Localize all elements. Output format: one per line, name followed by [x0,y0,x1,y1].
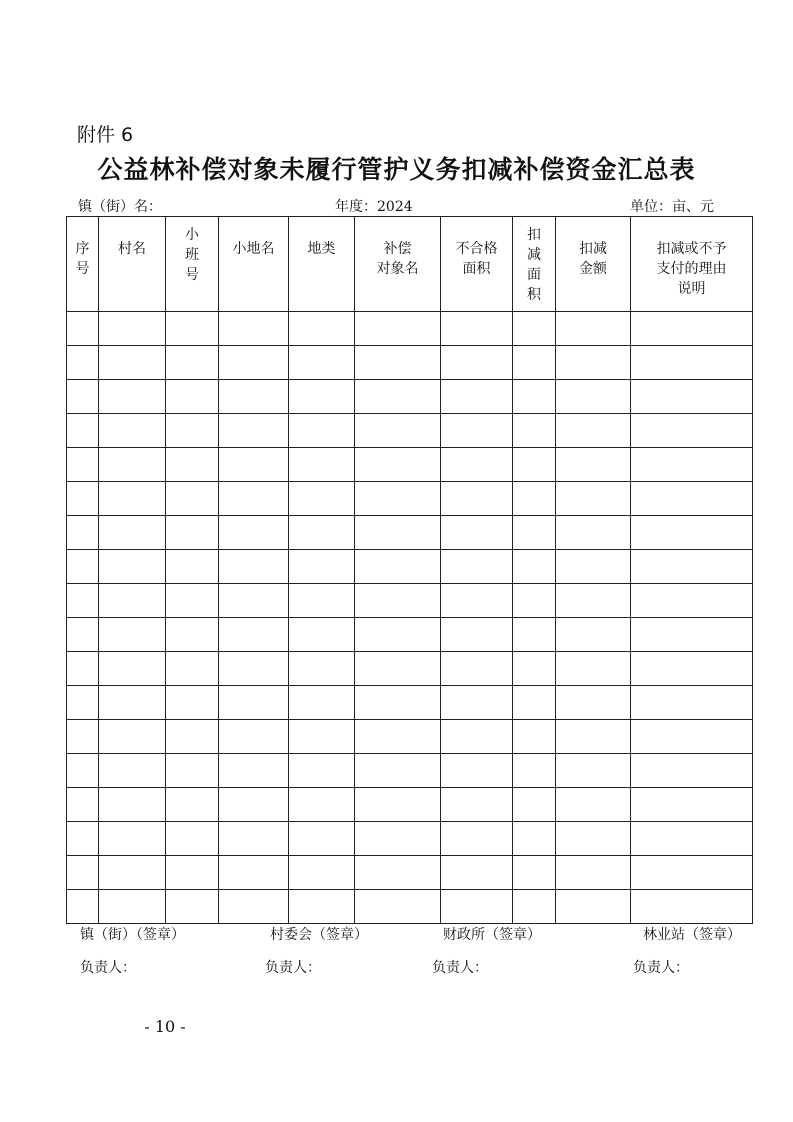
table-cell [219,618,289,652]
table-row [67,516,753,550]
table-cell [441,482,513,516]
table-cell [355,754,441,788]
table-cell [99,448,166,482]
col-header-subcompartment: 小 班 号 [166,217,219,312]
table-cell [219,754,289,788]
table-cell [166,618,219,652]
table-cell [67,312,99,346]
table-cell [289,380,355,414]
table-row [67,550,753,584]
table-cell [631,754,753,788]
table-cell [219,788,289,822]
table-cell [67,516,99,550]
table-cell [556,482,631,516]
table-cell [289,312,355,346]
table-cell [556,516,631,550]
table-cell [289,482,355,516]
table-row [67,856,753,890]
table-cell [631,312,753,346]
table-cell [513,516,556,550]
signature-finance-office: 财政所（签章） [443,927,541,943]
table-cell [631,822,753,856]
table-cell [355,482,441,516]
table-cell [355,584,441,618]
document-title: 公益林补偿对象未履行管护义务扣减补偿资金汇总表 [97,155,696,184]
table-cell [556,686,631,720]
table-cell [355,346,441,380]
table-cell [631,550,753,584]
table-cell [99,788,166,822]
table-cell [99,890,166,924]
table-cell [441,890,513,924]
table-cell [513,448,556,482]
table-cell [99,856,166,890]
table-cell [631,346,753,380]
table-cell [355,550,441,584]
table-cell [166,754,219,788]
table-cell [556,380,631,414]
table-cell [289,686,355,720]
table-row [67,584,753,618]
table-cell [513,890,556,924]
col-header-village: 村名 [99,217,166,312]
table-cell [355,448,441,482]
table-cell [441,550,513,584]
table-row [67,482,753,516]
table-cell [219,686,289,720]
table-cell [556,618,631,652]
table-cell [289,550,355,584]
col-header-reason: 扣减或不予 支付的理由 说明 [631,217,753,312]
table-cell [631,686,753,720]
col-header-seq: 序 号 [67,217,99,312]
table-cell [556,414,631,448]
responsible-person-town: 负责人： [80,960,136,976]
table-cell [289,720,355,754]
table-cell [67,754,99,788]
table-cell [166,890,219,924]
table-cell [99,754,166,788]
table-cell [513,346,556,380]
table-cell [355,788,441,822]
table-cell [355,822,441,856]
table-cell [513,686,556,720]
attachment-label: 附件 6 [77,124,134,146]
table-cell [513,584,556,618]
table-cell [219,720,289,754]
table-cell [219,822,289,856]
table-cell [441,618,513,652]
table-cell [513,720,556,754]
table-cell [355,414,441,448]
table-cell [67,720,99,754]
table-cell [556,448,631,482]
table-cell [219,448,289,482]
table-cell [441,584,513,618]
table-cell [67,482,99,516]
table-cell [219,346,289,380]
table-cell [289,414,355,448]
table-cell [289,652,355,686]
table-cell [219,550,289,584]
table-row [67,312,753,346]
table-row [67,686,753,720]
table-cell [166,346,219,380]
table-cell [513,312,556,346]
table-cell [556,312,631,346]
table-cell [166,788,219,822]
table-cell [556,754,631,788]
table-row [67,652,753,686]
col-header-deducted-amount: 扣减 金额 [556,217,631,312]
table-cell [219,516,289,550]
table-cell [166,686,219,720]
table-row [67,754,753,788]
table-cell [67,856,99,890]
table-cell [355,516,441,550]
table-cell [631,720,753,754]
table-cell [355,720,441,754]
table-cell [441,652,513,686]
table-cell [166,720,219,754]
table-cell [289,856,355,890]
table-cell [631,890,753,924]
table-cell [99,414,166,448]
table-cell [441,380,513,414]
table-cell [556,584,631,618]
table-row [67,890,753,924]
signature-forestry-station: 林业站（签章） [643,927,741,943]
table-cell [67,822,99,856]
table-cell [99,720,166,754]
table-cell [99,346,166,380]
table-cell [513,788,556,822]
table-cell [289,822,355,856]
table-cell [67,584,99,618]
table-cell [289,584,355,618]
table-cell [441,448,513,482]
table-cell [99,584,166,618]
table-cell [513,822,556,856]
table-cell [556,720,631,754]
table-body [67,312,753,924]
table-cell [166,312,219,346]
table-cell [219,856,289,890]
table-cell [67,618,99,652]
table-cell [166,516,219,550]
col-header-land-type: 地类 [289,217,355,312]
table-cell [631,618,753,652]
table-cell [556,550,631,584]
table-cell [67,346,99,380]
table-cell [289,516,355,550]
table-cell [166,448,219,482]
responsible-person-village: 负责人： [265,960,321,976]
table-cell [441,414,513,448]
table-cell [631,788,753,822]
table-cell [513,618,556,652]
unit-label: 单位：亩、元 [630,199,714,215]
table-cell [99,380,166,414]
table-cell [99,618,166,652]
table-cell [513,550,556,584]
table-cell [355,856,441,890]
table-cell [556,788,631,822]
table-row [67,618,753,652]
year-label: 年度：2024 [335,199,413,215]
table-cell [219,482,289,516]
table-cell [556,652,631,686]
table-cell [355,686,441,720]
summary-table [66,216,753,924]
table-cell [556,346,631,380]
table-cell [513,856,556,890]
table-cell [67,788,99,822]
table-cell [219,312,289,346]
table-cell [166,482,219,516]
table-cell [289,788,355,822]
col-header-recipient: 补偿 对象名 [355,217,441,312]
table-row [67,346,753,380]
table-cell [166,414,219,448]
table-cell [513,414,556,448]
table-cell [99,822,166,856]
table-cell [631,652,753,686]
table-cell [166,550,219,584]
table-cell [289,890,355,924]
table-cell [631,584,753,618]
table-cell [67,686,99,720]
table-cell [289,754,355,788]
table-cell [631,414,753,448]
table-row [67,822,753,856]
table-header-row [67,217,753,312]
table-cell [99,652,166,686]
table-cell [219,890,289,924]
table-cell [67,380,99,414]
town-name-label: 镇（街）名： [78,199,162,215]
table-cell [631,482,753,516]
table-cell [631,448,753,482]
table-cell [355,312,441,346]
table-cell [99,312,166,346]
table-cell [289,346,355,380]
table-cell [99,550,166,584]
col-header-place-name: 小地名 [219,217,289,312]
signature-town: 镇（街）（签章） [80,927,185,943]
table-cell [166,380,219,414]
table-cell [99,482,166,516]
table-cell [289,448,355,482]
table-cell [355,380,441,414]
table-cell [166,584,219,618]
table-cell [67,448,99,482]
col-header-unqualified-area: 不合格 面积 [441,217,513,312]
table-cell [556,856,631,890]
table-cell [67,414,99,448]
table-cell [631,516,753,550]
table-row [67,380,753,414]
table-cell [166,856,219,890]
col-header-deducted-area: 扣 减 面 积 [513,217,556,312]
table-cell [441,346,513,380]
table-cell [441,516,513,550]
responsible-person-finance: 负责人： [432,960,488,976]
table-cell [67,550,99,584]
table-row [67,788,753,822]
table-cell [513,652,556,686]
table-cell [355,652,441,686]
table-cell [166,652,219,686]
table-cell [67,652,99,686]
table-cell [513,754,556,788]
table-cell [99,516,166,550]
table-cell [631,856,753,890]
table-cell [355,890,441,924]
table-cell [631,380,753,414]
table-cell [556,822,631,856]
table-cell [513,380,556,414]
table-cell [513,482,556,516]
table-cell [441,754,513,788]
table-cell [219,414,289,448]
table-cell [289,618,355,652]
table-cell [441,822,513,856]
table-cell [219,380,289,414]
responsible-person-forestry: 负责人： [633,960,689,976]
table-cell [441,788,513,822]
table-row [67,414,753,448]
table-cell [441,720,513,754]
table-row [67,720,753,754]
signature-village-committee: 村委会（签章） [270,927,368,943]
table-cell [219,584,289,618]
table-cell [219,652,289,686]
table-cell [441,312,513,346]
table-cell [99,686,166,720]
page-number: - 10 - [144,1017,186,1036]
table-cell [355,618,441,652]
table-cell [166,822,219,856]
table-row [67,448,753,482]
table-cell [441,856,513,890]
table-cell [67,890,99,924]
table-cell [556,890,631,924]
table-cell [441,686,513,720]
